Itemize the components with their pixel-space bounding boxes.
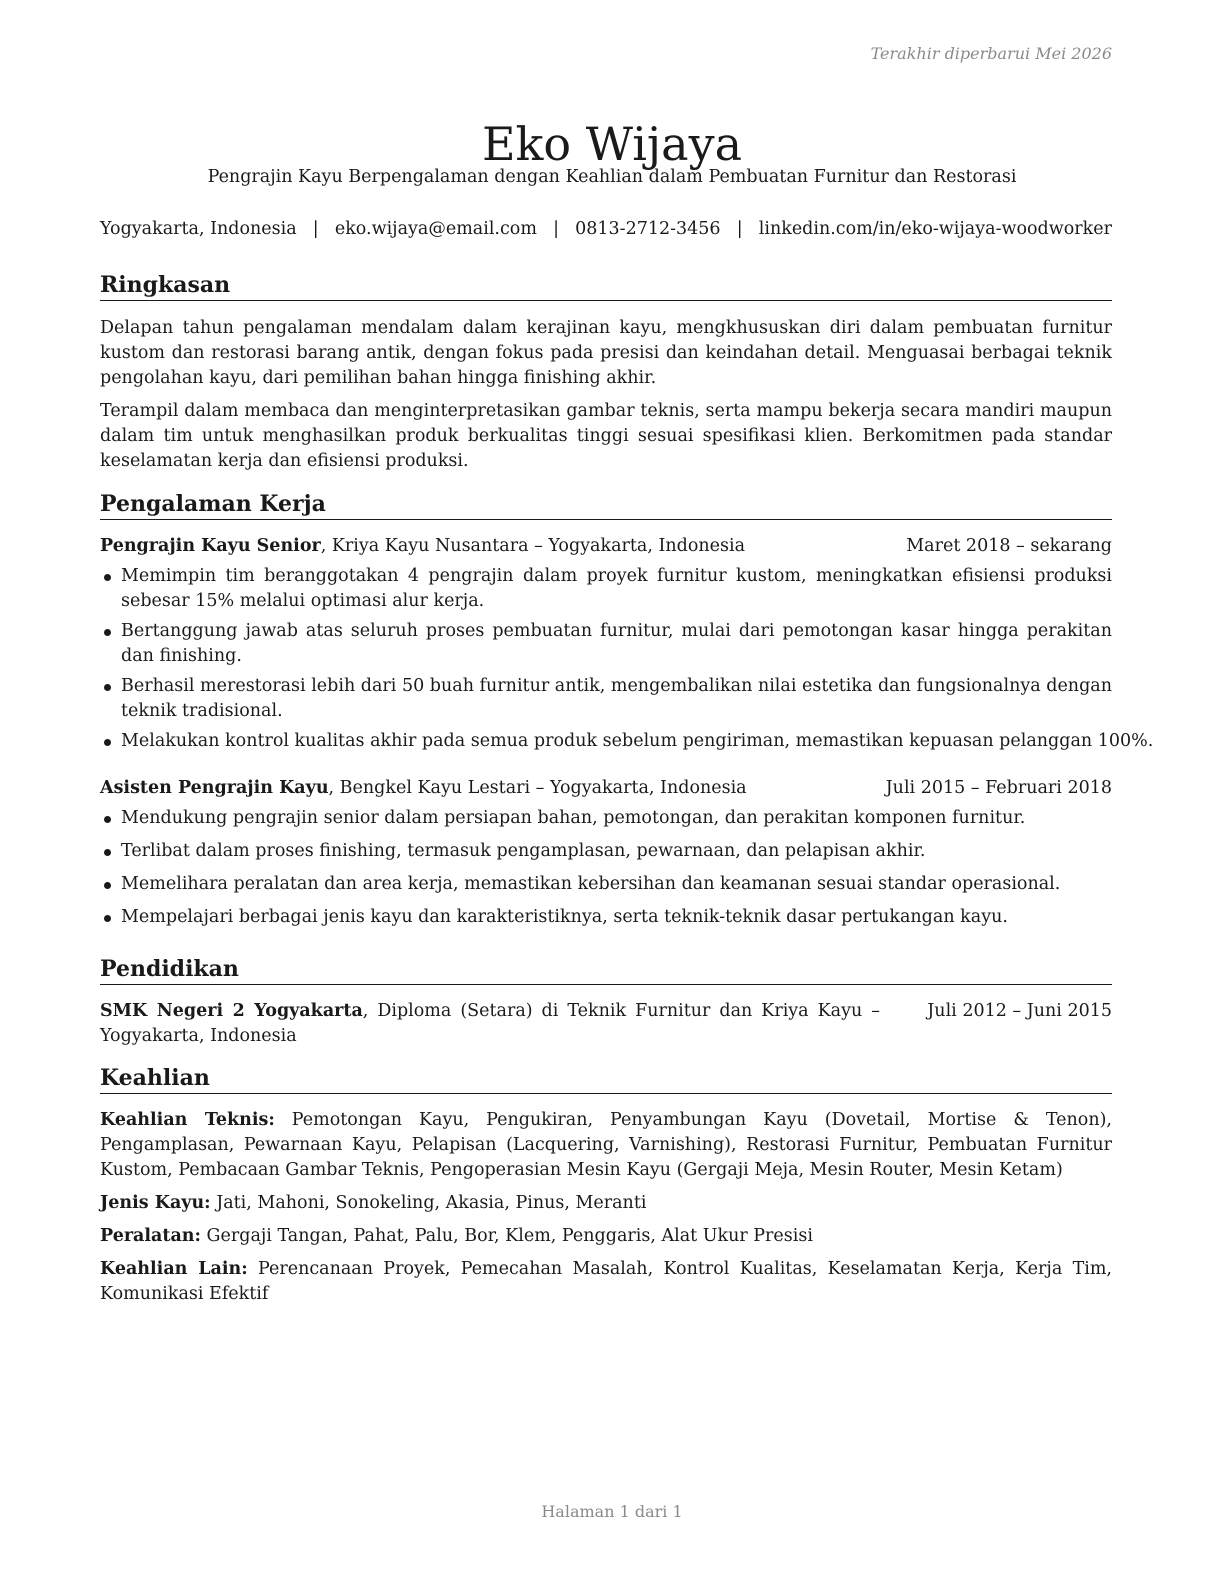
contact-phone: 0813-2712-3456	[575, 219, 721, 239]
section-title-education: Pendidikan	[100, 955, 1112, 985]
contact-separator: |	[312, 219, 319, 239]
job-company: , Bengkel Kayu Lestari – Yogyakarta, Indonesia	[328, 778, 747, 798]
job-bullet: Mempelajari berbagai jenis kayu dan karakteristiknya, serta teknik-teknik dasar pertukangan kayu.	[100, 905, 1112, 930]
skill-row	[100, 1224, 1112, 1249]
job-dates: Maret 2018 – sekarang	[906, 536, 1112, 556]
job-header	[100, 776, 1112, 801]
contact-line	[100, 219, 1112, 239]
section-title-experience: Pengalaman Kerja	[100, 490, 1112, 520]
skill-row	[100, 1191, 1112, 1216]
education-dates: Juli 2012 – Juni 2015	[927, 1001, 1112, 1021]
job-bullet: Bertanggung jawab atas seluruh proses pembuatan furnitur, mulai dari pemotongan kasar hingga perakitan dan finishing.	[100, 619, 1112, 669]
candidate-tagline: Pengrajin Kayu Berpengalaman dengan Keahlian dalam Pembuatan Furnitur dan Restorasi	[207, 167, 1017, 187]
contact-linkedin[interactable]: linkedin.com/in/eko-wijaya-woodworker	[758, 219, 1112, 239]
skills-section	[100, 1064, 1112, 1307]
job-role: Asisten Pengrajin Kayu	[100, 778, 329, 798]
job-bullet: Berhasil merestorasi lebih dari 50 buah furnitur antik, mengembalikan nilai estetika dan fungsionalnya dengan teknik tradisional.	[100, 674, 1112, 724]
summary-section	[100, 271, 1112, 474]
contact-email[interactable]: eko.wijaya@email.com	[334, 219, 537, 239]
job-company: , Kriya Kayu Nusantara – Yogyakarta, Indonesia	[320, 536, 746, 556]
section-title-summary: Ringkasan	[100, 271, 1112, 301]
job-bullets	[100, 806, 1112, 930]
contact-separator: |	[553, 219, 559, 239]
job-bullet: Memelihara peralatan dan area kerja, memastikan kebersihan dan keamanan sesuai standar operasional.	[100, 872, 1112, 897]
skill-value: Pemotongan Kayu, Pengukiran, Penyambungan Kayu (Dovetail, Mortise & Tenon), Pengamplasan, Pewarnaan Kayu, Pelapisan (Lacquering, Varnishing), Restorasi Furnitur, Pembuatan Furnitur Kustom, Pembacaan Gambar Teknis, Pengoperasian Mesin Kayu (Gergaji Meja, Mesin Router, Mesin Ketam)	[100, 1110, 1112, 1180]
summary-paragraph: Terampil dalam membaca dan menginterpretasikan gambar teknis, serta mampu bekerja secara mandiri maupun dalam tim untuk menghasilkan produk berkualitas tinggi sesuai spesifikasi klien. Berkomitmen pada standar keselamatan kerja dan efisiensi produksi.	[100, 401, 1112, 471]
skill-value: Perencanaan Proyek, Pemecahan Masalah, Kontrol Kualitas, Keselamatan Kerja, Kerja Tim, Komunikasi Efektif	[100, 1259, 1112, 1304]
skill-row	[100, 1108, 1112, 1183]
skill-value: Gergaji Tangan, Pahat, Palu, Bor, Klem, Penggaris, Alat Ukur Presisi	[200, 1226, 813, 1246]
candidate-name: Eko Wijaya	[481, 116, 743, 171]
job-bullet: Terlibat dalam proses finishing, termasuk pengamplasan, pewarnaan, dan pelapisan akhir.	[100, 839, 1112, 864]
experience-section	[100, 490, 1154, 930]
job-header	[100, 534, 1112, 559]
job-entry	[100, 534, 1154, 754]
skill-row	[100, 1257, 1112, 1307]
contact-location: Yogyakarta, Indonesia	[100, 219, 297, 239]
education-section	[100, 955, 1112, 1049]
skill-label: Keahlian Teknis:	[100, 1110, 275, 1130]
skill-label: Jenis Kayu:	[100, 1193, 211, 1213]
job-dates: Juli 2015 – Februari 2018	[885, 778, 1112, 798]
summary-paragraph: Delapan tahun pengalaman mendalam dalam kerajinan kayu, mengkhususkan diri dalam pembuatan furnitur kustom dan restorasi barang antik, dengan fokus pada presisi dan keindahan detail. Menguasai berbagai teknik pengolahan kayu, dari pemilihan bahan hingga finishing akhir.	[100, 318, 1112, 388]
contact-separator: |	[736, 219, 743, 239]
education-school: SMK Negeri 2 Yogyakarta	[100, 1001, 363, 1021]
section-title-skills: Keahlian	[100, 1064, 1112, 1094]
education-detail: , Diploma (Setara) di Teknik Furnitur dan Kriya Kayu – Yogyakarta, Indonesia	[100, 1001, 880, 1046]
skill-label: Keahlian Lain:	[100, 1259, 248, 1279]
skill-label: Peralatan:	[100, 1226, 201, 1246]
last-updated-note: Terakhir diperbarui Mei 2026	[870, 44, 1112, 63]
job-entry	[100, 776, 1112, 930]
job-bullet: Mendukung pengrajin senior dalam persiapan bahan, pemotongan, dan perakitan komponen furnitur.	[100, 806, 1112, 831]
job-role: Pengrajin Kayu Senior	[100, 536, 321, 556]
education-entry	[100, 999, 1112, 1049]
job-bullets	[100, 564, 1154, 754]
page-number: Halaman 1 dari 1	[541, 1502, 683, 1521]
skill-value: Jati, Mahoni, Sonokeling, Akasia, Pinus, Meranti	[210, 1193, 647, 1213]
job-bullet: Melakukan kontrol kualitas akhir pada semua produk sebelum pengiriman, memastikan kepuasan pelanggan 100%.	[100, 729, 1112, 754]
job-bullet: Memimpin tim beranggotakan 4 pengrajin dalam proyek furnitur kustom, meningkatkan efisiensi produksi sebesar 15% melalui optimasi alur kerja.	[100, 564, 1112, 614]
